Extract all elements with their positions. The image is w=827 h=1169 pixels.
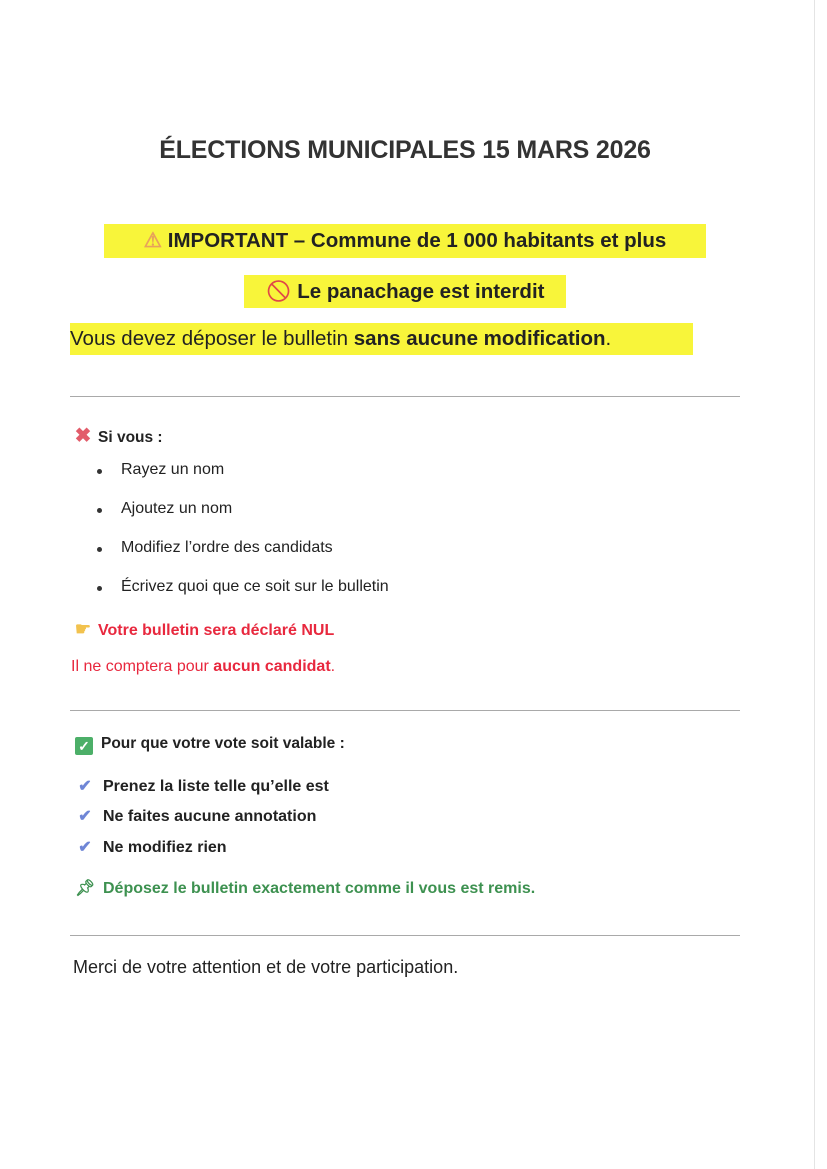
scan-edge — [814, 0, 815, 1169]
list-item: Écrivez quoi que ce soit sur le bulletin — [121, 578, 389, 595]
bullet-icon — [97, 469, 102, 474]
divider — [70, 396, 740, 397]
compte-prefix: Il ne comptera pour — [71, 658, 214, 675]
deposez-text: Déposez le bulletin exactement comme il vous est remis. — [103, 880, 536, 897]
checkmark-icon: ✔ — [78, 839, 92, 856]
compte-line — [71, 658, 335, 676]
pushpin-icon: 📌︎ — [75, 880, 96, 897]
list-item: Rayez un nom — [121, 461, 225, 478]
instruction-suffix: . — [605, 327, 612, 350]
instruction-line — [70, 323, 693, 355]
checkmark-icon: ✔ — [78, 778, 92, 795]
divider — [70, 935, 740, 936]
bullet-icon — [97, 547, 102, 552]
valable-heading — [75, 735, 345, 755]
panachage-banner — [244, 275, 566, 308]
nul-text: Votre bulletin sera déclaré NUL — [98, 622, 335, 639]
check-item — [75, 806, 316, 826]
checkmark-icon: ✔ — [78, 808, 92, 825]
check-item-text: Prenez la liste telle qu’elle est — [103, 778, 329, 795]
merci-text: Merci de votre attention et de votre participation. — [73, 957, 459, 977]
check-item — [75, 776, 329, 796]
cross-icon: ✖ — [74, 425, 92, 447]
nul-warning — [72, 619, 334, 640]
compte-bold: aucun candidat — [213, 658, 331, 675]
page-title: ÉLECTIONS MUNICIPALES 15 MARS 2026 — [159, 136, 651, 164]
check-item-text: Ne modifiez rien — [103, 839, 227, 856]
valable-label: Pour que votre vote soit valable : — [101, 735, 345, 752]
warning-icon: ⚠ — [143, 229, 163, 252]
prohibited-icon: 🚫︎ — [265, 280, 292, 303]
bullet-icon — [97, 586, 102, 591]
panachage-text: Le panachage est interdit — [297, 280, 545, 303]
important-banner — [104, 224, 706, 258]
check-box-icon: ✓ — [75, 737, 93, 755]
si-vous-label: Si vous : — [98, 429, 163, 446]
compte-suffix: . — [330, 658, 336, 675]
si-vous-heading — [72, 423, 163, 448]
important-text: IMPORTANT – Commune de 1 000 habitants et plus — [167, 229, 667, 252]
instruction-prefix: Vous devez déposer le bulletin — [70, 327, 354, 350]
list-item: Ajoutez un nom — [121, 500, 233, 517]
check-item — [75, 837, 227, 857]
check-item-text: Ne faites aucune annotation — [103, 808, 317, 825]
pointing-hand-icon: ☛ — [74, 619, 92, 639]
bullet-icon — [97, 508, 102, 513]
deposez-line — [75, 878, 535, 898]
instruction-bold: sans aucune modification — [353, 327, 606, 350]
divider — [70, 710, 740, 711]
list-item: Modifiez l’ordre des candidats — [121, 539, 333, 556]
